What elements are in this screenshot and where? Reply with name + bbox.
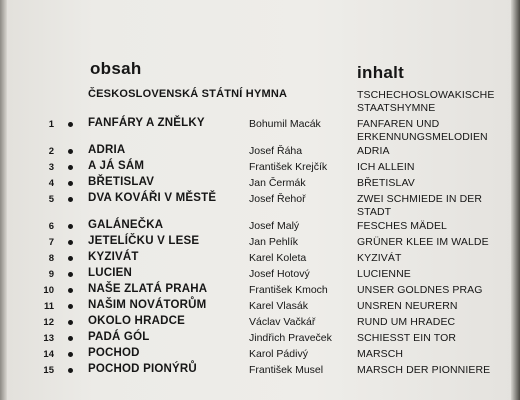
track-title-german: GRÜNER KLEE IM WALDE — [357, 236, 489, 248]
track-title: NAŠE ZLATÁ PRAHA — [88, 283, 208, 295]
track-title: PADÁ GÓL — [88, 331, 150, 343]
bullet-icon — [68, 197, 73, 202]
track-composer: Václav Vačkář — [249, 316, 316, 328]
track-title: ADRIA — [88, 144, 126, 156]
track-number: 8 — [48, 253, 54, 264]
track-row — [0, 331, 520, 347]
track-composer: Bohumil Macák — [249, 118, 321, 130]
track-composer: Josef Hotový — [249, 268, 310, 280]
track-composer: František Krejčík — [249, 161, 328, 173]
track-row — [0, 283, 520, 299]
bullet-icon — [68, 288, 73, 293]
track-number: 2 — [48, 146, 54, 157]
track-row — [0, 267, 520, 283]
track-composer: Josef Řáha — [249, 145, 303, 157]
bullet-icon — [68, 181, 73, 186]
track-row — [0, 363, 520, 379]
track-title: GALÁNEČKA — [88, 219, 164, 231]
track-title: FANFÁRY A ZNĚLKY — [88, 117, 205, 129]
track-title-german: ICH ALLEIN — [357, 161, 415, 173]
track-title-german: MARSCH — [357, 348, 404, 360]
track-number: 3 — [48, 162, 54, 173]
track-number: 11 — [43, 301, 54, 312]
bullet-icon — [68, 336, 73, 341]
track-row — [0, 117, 520, 143]
track-title: NAŠIM NOVÁTORŮM — [88, 299, 207, 311]
track-title: KYZIVÁT — [88, 251, 139, 263]
track-number: 1 — [48, 119, 54, 130]
track-title-german: MARSCH DER PIONNIERE — [357, 364, 491, 376]
track-row — [0, 235, 520, 251]
bullet-icon — [68, 224, 73, 229]
track-title-german: SCHIESST EIN TOR — [357, 332, 457, 344]
track-row — [0, 251, 520, 267]
track-title: BŘETISLAV — [88, 176, 155, 188]
track-title-german: KYZIVÁT — [357, 252, 402, 264]
track-number: 9 — [48, 269, 54, 280]
track-composer: Jan Pehlík — [249, 236, 299, 248]
track-title: JETELÍČKU V LESE — [88, 235, 200, 247]
track-composer: Jan Čermák — [249, 177, 306, 189]
track-composer: Karel Vlasák — [249, 300, 308, 312]
track-number: 7 — [48, 237, 54, 248]
track-row — [0, 160, 520, 176]
track-composer: František Musel — [249, 364, 324, 376]
track-title: LUCIEN — [88, 267, 133, 279]
track-number: 4 — [48, 178, 54, 189]
bullet-icon — [68, 352, 73, 357]
track-row — [0, 315, 520, 331]
track-title-german: ZWEI SCHMIEDE IN DER STADT — [357, 193, 483, 218]
track-title-german: BŘETISLAV — [357, 177, 415, 189]
bullet-icon — [68, 122, 73, 127]
anthem-title-czech: ČESKOSLOVENSKÁ STÁTNÍ HYMNA — [88, 88, 288, 100]
heading-german: inhalt — [357, 63, 405, 82]
bullet-icon — [68, 368, 73, 373]
track-title-german: UNSER GOLDNES PRAG — [357, 284, 483, 296]
track-title-german: ADRIA — [357, 145, 390, 157]
track-number: 5 — [48, 194, 54, 205]
anthem-title-german: TSCHECHOSLOWAKISCHE STAATSHYMNE — [357, 89, 495, 114]
track-title-german: UNSREN NEURERN — [357, 300, 458, 312]
track-title-german: FANFAREN UND ERKENNUNGSMELODIEN — [357, 118, 488, 143]
bullet-icon — [68, 304, 73, 309]
track-title: DVA KOVÁŘI V MĚSTĚ — [88, 192, 217, 204]
track-row — [0, 192, 520, 218]
track-title: POCHOD PIONÝRŮ — [88, 363, 197, 375]
track-title: A JÁ SÁM — [88, 160, 145, 172]
track-number: 12 — [43, 317, 54, 328]
track-title: POCHOD — [88, 347, 140, 359]
bullet-icon — [68, 149, 73, 154]
bullet-icon — [68, 272, 73, 277]
track-title-german: LUCIENNE — [357, 268, 411, 280]
track-composer: Karol Pádivý — [249, 348, 308, 360]
track-composer: František Kmoch — [249, 284, 328, 296]
track-number: 10 — [43, 285, 54, 296]
track-title: OKOLO HRADCE — [88, 315, 185, 327]
track-composer: Karel Koleta — [249, 252, 307, 264]
track-composer: Jindřich Praveček — [249, 332, 332, 344]
track-row — [0, 299, 520, 315]
track-row — [0, 219, 520, 235]
bullet-icon — [68, 240, 73, 245]
track-composer: Josef Malý — [249, 220, 300, 232]
bullet-icon — [68, 320, 73, 325]
track-title-german: FESCHES MÄDEL — [357, 220, 447, 232]
track-row — [0, 144, 520, 160]
track-row — [0, 347, 520, 363]
bullet-icon — [68, 256, 73, 261]
track-number: 15 — [43, 365, 54, 376]
bullet-icon — [68, 165, 73, 170]
track-number: 14 — [43, 349, 54, 360]
track-composer: Josef Řehoř — [249, 193, 306, 205]
track-number: 13 — [43, 333, 54, 344]
track-title-german: RUND UM HRADEC — [357, 316, 456, 328]
track-row — [0, 176, 520, 192]
track-number: 6 — [48, 221, 54, 232]
heading-czech: obsah — [90, 59, 142, 78]
